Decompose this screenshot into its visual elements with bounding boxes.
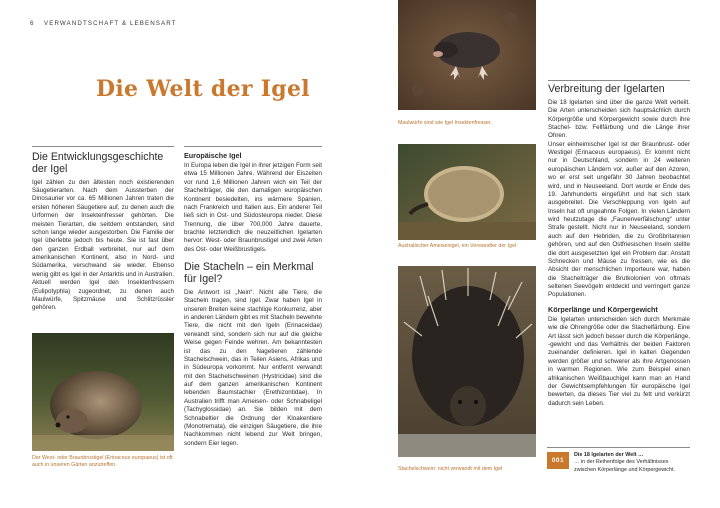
paragraph-body: Die Igelarten unterscheiden sich durch Merkmale wie die Ohrengröße oder die Stachelfärbung. Eine Art lässt sich jedoch besser durch die Körperlänge, -gewicht und das Verhältnis der beiden Faktoren zueinander definieren. Igel in kalten Gegenden werden größer und schwerer als ihre Artgenossen in warmen Regionen. Wie zum Beispiel einen afrikanischen Weißbauchigel kann man an Hand der Gewichtsempfehlungen für europäische Igel bewerten, da dieses Tier viel zu fett und verkürzt dadurch sein Leben. [548, 315, 690, 407]
column-evolution [32, 152, 174, 313]
running-head: VERWANDTSCHAFT & LEBENSART [44, 20, 177, 27]
section-heading-spines: Die Stacheln – ein Merkmal für Igel? [184, 261, 314, 286]
section-heading-evolution: Die Entwicklungsgeschichte der Igel [32, 151, 164, 175]
column-distribution [548, 84, 690, 408]
caption-porcupine: Stachelschwein: nicht verwandt mit dem Igel [398, 466, 503, 472]
paragraph-spines: Die Antwort ist „Nein“. Nicht alle Tiere, die Stacheln tragen, sind Igel. Zwar haben Igel in unseren Breiten keine stachlige Konkurrenz, aber in anderen Ländern gibt es mit Stacheln bewehrte Tiere, die nicht mit den Igeln (Erinaceidae) verwandt sind, sondern sich nur auf die gleiche Weise gegen Feinde wehren. Am bekanntesten ist das zu den Nagetieren zählende Stachelschwein, das in Teilen Asiens, Afrikas und in Südeuropa vorkommt. Nur entfernt verwandt mit den Stachelschweinen (Hystricidae) sind die auf dem ganzen amerikanischen Kontinent lebenden Baumstachler (Erethizontidae). In Australien trifft man Ameisen- oder Schnabeligel (Tachyglossidae) an. Sie bilden mit dem Schnabeltier die Ordnung der Kloakentiere (Monotremata), die einzigen Säugetiere, die ihre Nachkommen nicht lebend zur Welt bringen, sondern Eier legen. [184, 288, 322, 447]
photo-mole [398, 0, 536, 110]
infobox-badge: 001 [547, 452, 569, 469]
section-heading-europe: Europäische Igel [184, 151, 242, 160]
paragraph-evolution: Igel zählen zu den ältesten noch existierenden Säugetierarten. Nach dem Aussterben der Dinosaurier vor ca. 65 Millionen Jahren traten die ersten höheren Säugetiere auf, zu denen auch die Urformen der Insektenfresser gehörten. Die meisten Tierarten, die seitdem entstanden, sind schon lange wieder ausgestorben. Die Familie der Igel überlebte jedoch bis heute. Sie ist fast über den ganzen Erdball verbreitet, nur auf dem amerikanischen Kontinent, also in Nord- und Südamerika, verschwand sie wieder. Ebenso wenig gibt es Igel in der Antarktis und in Australien. Aktuell werden Igel den Insektenfressern (Eulipotyphla) zugeordnet, zu denen auch Maulwürfe, Spitzmäuse und Schlitzrüssler gehören. [32, 178, 174, 312]
paragraph-distribution-2: Unser einheimischer Igel ist der Braunbrust- oder Westigel (Erinaceus europaeus). Er kommt nicht nur in Deutschland, sondern in 24 weiteren europäischen Ländern vor, außer auf den Azoren, wo er erst seit ungefähr 30 Jahren beobachtet wird, und in Neuseeland. Dort wurde er Ende des 19. Jahrhunderts eingeführt und hat sich stark ausgebreitet. Die Verschleppung von Igeln auf Inseln hat oft ungeahnte Folgen. In vielen Ländern wird heutzutage die „Faunenverfälschung“ unter Strafe gestellt. Nicht nur in Neuseeland, sondern auch auf den Hebriden, die zu Großbritannien gehören, und auf den Ostfriesischen Inseln stellte die dort ausgesetzten Igel ein Problem dar: Anstatt Schnecken und Mäuse zu fressen, wie es die Absicht der menschlichen Importeure war, haben die Stachelträger die Brutkolonien von oftmals seltenen Seevögeln entdeckt und verringert ganze Populationen. [548, 140, 690, 299]
porcupine-image [398, 266, 536, 457]
page-title: Die Welt der Igel [96, 76, 310, 102]
caption-echidna: Australischer Ameisenigel, ein Verwandter der Igel [398, 243, 517, 249]
caption-hedgehog: Der West- oder Braunbrustigel (Erinaceus europaeus) ist oft auch in unseren Gärten anzutreffen. [32, 455, 173, 468]
hedgehog-image [32, 333, 174, 451]
infobox-divider [547, 447, 690, 448]
photo-echidna [398, 144, 536, 240]
section-divider [32, 146, 174, 147]
paragraph-europe: In Europa leben die Igel in ihrer jetzigen Form seit etwa 15 Millionen Jahre. Während der Eiszeiten vor rund 1,6 Millionen Jahren wich ein Teil der Stachelträger, die den damaligen europäischen Kontinent besiedelten, ins wärmere Spanien, nach Frankreich und Italien aus. Ein anderer Teil ließ sich in Ost- und Südosteuropa nieder. Diese Trennung, die über 700.000 Jahre dauerte, brachte letztendlich die neuzeitlichen Igelarten hervor: West- oder Braunbrustigel und zwei Arten des Ost- oder Weißbrustigels. [184, 162, 322, 253]
mole-image [398, 0, 536, 110]
section-divider [548, 80, 690, 81]
photo-hedgehog [32, 333, 174, 451]
infobox-title: Die 18 Igelarten der Welt … [574, 452, 644, 458]
section-heading-distribution: Verbreitung der Igelarten [548, 83, 665, 95]
page-number: 6 [30, 20, 35, 27]
echidna-image [398, 144, 536, 240]
paragraph-distribution-1: Die 18 Igelarten sind über die ganze Welt verteilt. Die Arten unterscheiden sich hauptsächlich durch Körpergröße und Körpergewicht sowie durch ihre Stachel- bzw. Fellfärbung und die Länge ihrer Ohren. [548, 98, 690, 140]
caption-mole: Maulwürfe sind wie Igel Insektenfresser. [398, 120, 492, 126]
section-heading-body: Körperlänge und Körpergewicht [548, 304, 658, 314]
infobox [574, 452, 692, 474]
photo-porcupine [398, 266, 536, 457]
column-europe [184, 152, 322, 448]
infobox-text: … in der Reihenfolge des Verhältnisses zwischen Körperlänge und Körpergewicht. [574, 459, 675, 473]
section-divider [184, 146, 322, 147]
